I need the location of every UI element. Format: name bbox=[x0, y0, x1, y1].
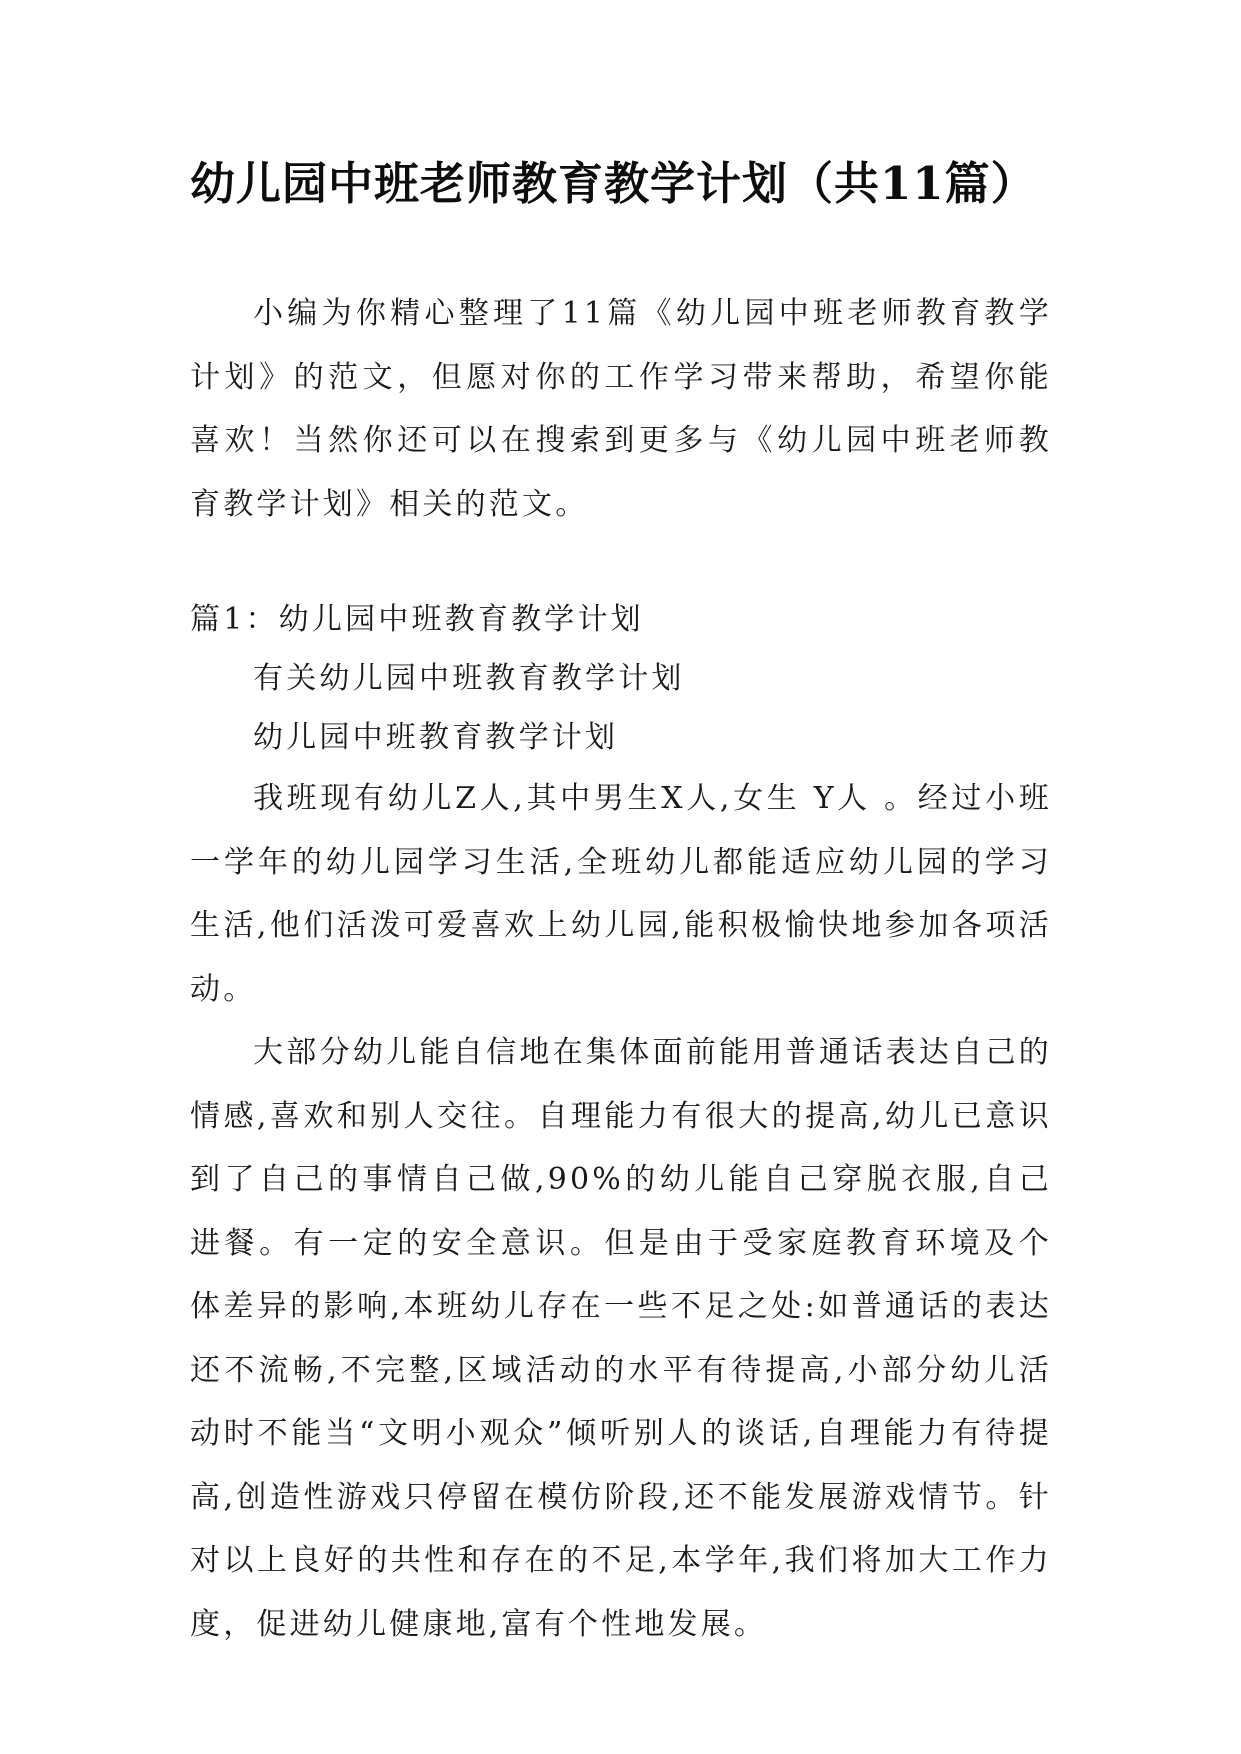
body-paragraph: 我班现有幼儿Z人,其中男生X人,女生 Y人 。经过小班一学年的幼儿园学习生活,全班幼儿都能适应幼儿园的学习生活,他们活泼可爱喜欢上幼儿园,能积极愉快地参加各项活动。 bbox=[190, 781, 1052, 1007]
section-subtitle: 有关幼儿园中班教育教学计划 bbox=[253, 661, 685, 696]
document-body bbox=[190, 282, 1052, 1656]
body-paragraph: 大部分幼儿能自信地在集体面前能用普通话表达自己的情感,喜欢和别人交往。自理能力有很大的提高,幼儿已意识到了自己的事情自己做,90%的幼儿能自己穿脱衣服,自己进餐。有一定的安全意识。但是由于受家庭教育环境及个体差异的影响,本班幼儿存在一些不足之处:如普通话的表达还不流畅,不完整,区域活动的水平有待提高,小部分幼儿活动时不能当“文明小观众”倾听别人的谈话,自理能力有待提高,创造性游戏只停留在模仿阶段,还不能发展游戏情节。针对以上良好的共性和存在的不足,本学年,我们将加大工作力度，促进幼儿健康地,富有个性地发展。 bbox=[190, 1035, 1052, 1642]
document-title: 幼儿园中班老师教育教学计划（共11篇） bbox=[190, 157, 1037, 210]
intro-paragraph: 小编为你精心整理了11篇《幼儿园中班老师教育教学计划》的范文，但愿对你的工作学习带来帮助，希望你能喜欢！当然你还可以在搜索到更多与《幼儿园中班老师教育教学计划》相关的范文。 bbox=[190, 296, 1052, 522]
section-spacer bbox=[190, 536, 1052, 590]
section-heading: 篇1：幼儿园中班教育教学计划 bbox=[190, 602, 644, 637]
section-subtitle: 幼儿园中班教育教学计划 bbox=[253, 720, 619, 755]
